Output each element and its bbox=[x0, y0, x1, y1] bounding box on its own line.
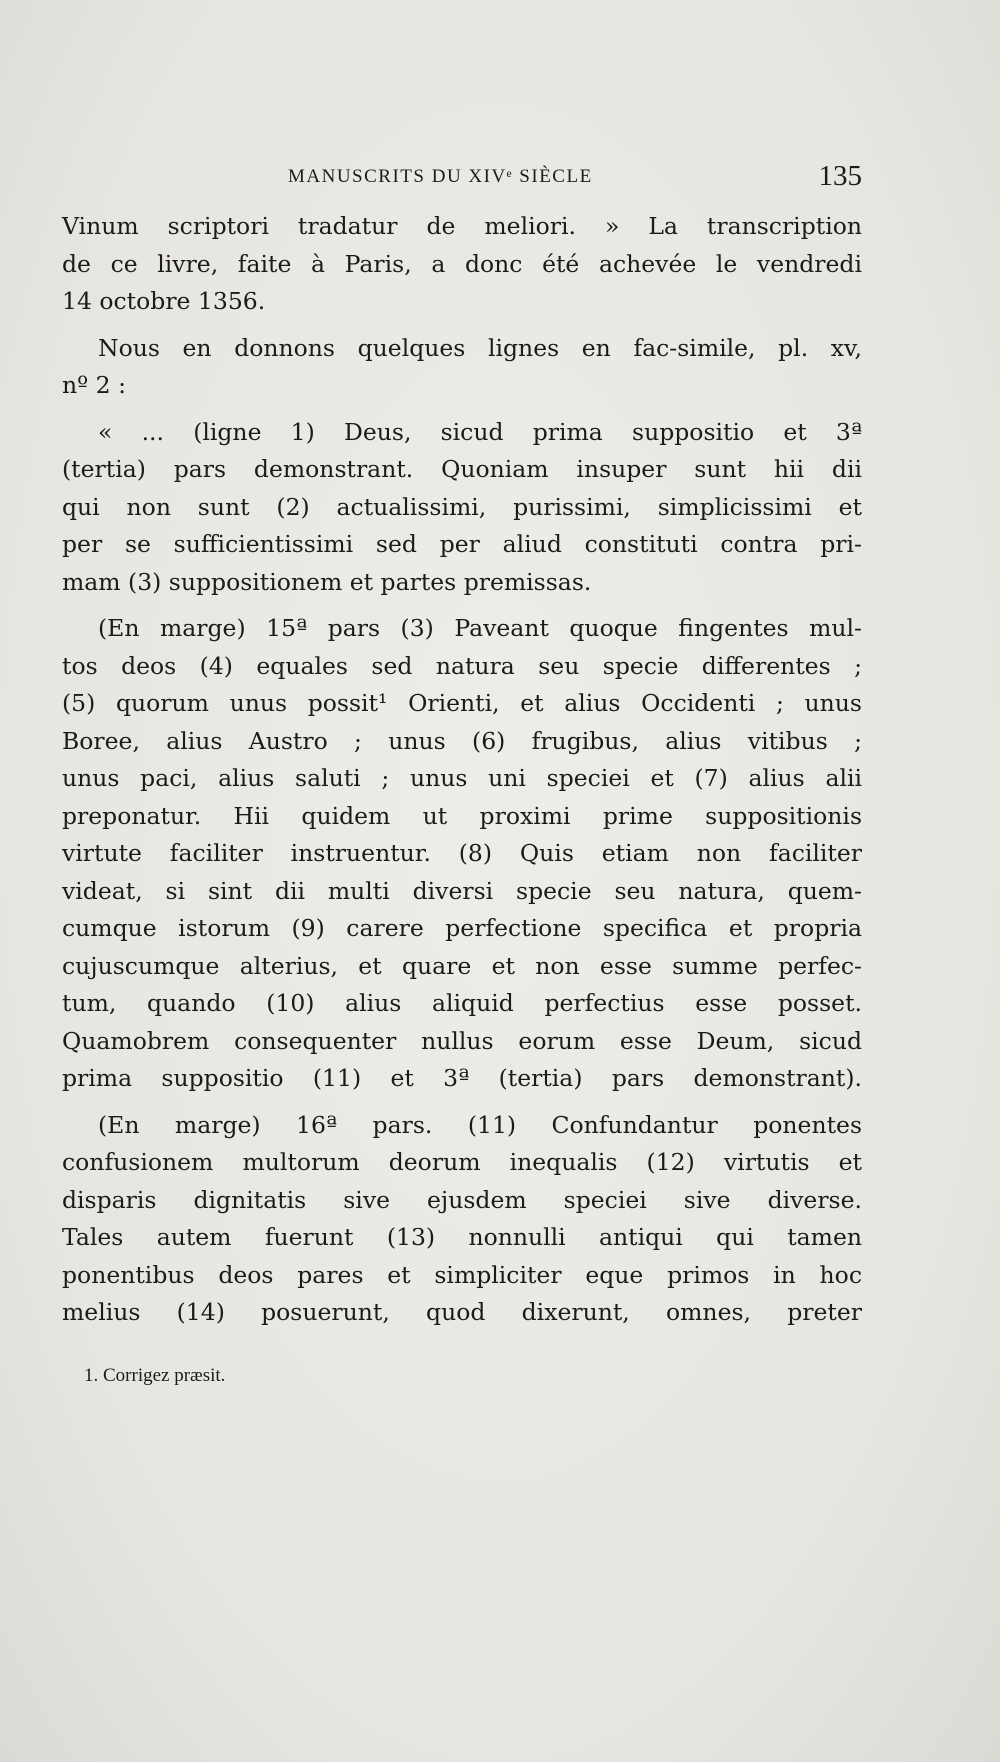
text-line: (En marge) 15ª pars (3) Paveant quoque fingentes mul- bbox=[98, 614, 862, 642]
text-line: per se sufficientissimi sed per aliud constituti contra pri- bbox=[62, 530, 862, 558]
text-line: Tales autem fuerunt (13) nonnulli antiqui qui tamen bbox=[62, 1223, 862, 1251]
text-line: Vinum scriptori tradatur de meliori. » La transcription bbox=[62, 212, 862, 240]
text-line: (tertia) pars demonstrant. Quoniam insuper sunt hii dii bbox=[62, 455, 862, 483]
text-line: Quamobrem consequenter nullus eorum esse Deum, sicud bbox=[62, 1026, 862, 1055]
page-header bbox=[62, 160, 862, 200]
body-text bbox=[62, 208, 862, 1332]
text-line: prima suppositio (11) et 3ª (tertia) pars demonstrant). bbox=[62, 1064, 862, 1092]
text-line: « ... (ligne 1) Deus, sicud prima suppositio et 3ª bbox=[98, 417, 862, 446]
text-line: ponentibus deos pares et simpliciter eque primos in hoc bbox=[62, 1260, 862, 1289]
text-line: disparis dignitatis sive ejusdem speciei sive diverse. bbox=[62, 1185, 862, 1214]
text-line: melius (14) posuerunt, quod dixerunt, omnes, preter bbox=[62, 1298, 862, 1326]
text-line: mam (3) suppositionem et partes premissas. bbox=[62, 567, 592, 596]
text-line: cujuscumque alterius, et quare et non esse summe perfec- bbox=[62, 951, 862, 980]
text-line: videat, si sint dii multi diversi specie seu natura, quem- bbox=[62, 876, 862, 905]
text-line: preponatur. Hii quidem ut proximi prime suppositionis bbox=[62, 801, 862, 830]
text-line: confusionem multorum deorum inequalis (12) virtutis et bbox=[62, 1148, 862, 1176]
text-line: virtute faciliter instruentur. (8) Quis etiam non faciliter bbox=[62, 839, 862, 867]
page-number: 135 bbox=[818, 160, 862, 192]
text-line: tos deos (4) equales sed natura seu specie differentes ; bbox=[62, 651, 862, 680]
text-line: nº 2 : bbox=[62, 371, 126, 399]
text-line: 14 octobre 1356. bbox=[62, 287, 266, 315]
footnote: 1. Corrigez præsit. bbox=[84, 1365, 226, 1386]
running-title: MANUSCRITS DU XIVᵉ SIÈCLE bbox=[288, 166, 593, 187]
text-line: qui non sunt (2) actualissimi, purissimi, simplicissimi et bbox=[62, 492, 862, 521]
text-line: cumque istorum (9) carere perfectione specifica et propria bbox=[62, 914, 862, 942]
text-line: de ce livre, faite à Paris, a donc été achevée le vendredi bbox=[62, 249, 862, 278]
text-line: (5) quorum unus possit¹ Orienti, et alius Occidenti ; unus bbox=[62, 689, 862, 717]
text-line: Boree, alius Austro ; unus (6) frugibus, alius vitibus ; bbox=[62, 726, 862, 755]
text-line: unus paci, alius saluti ; unus uni speciei et (7) alius alii bbox=[62, 764, 862, 792]
text-line: tum, quando (10) alius aliquid perfectius esse posset. bbox=[62, 989, 862, 1017]
text-line: Nous en donnons quelques lignes en fac-simile, pl. xv, bbox=[98, 333, 862, 362]
text-line: (En marge) 16ª pars. (11) Confundantur ponentes bbox=[98, 1110, 862, 1139]
